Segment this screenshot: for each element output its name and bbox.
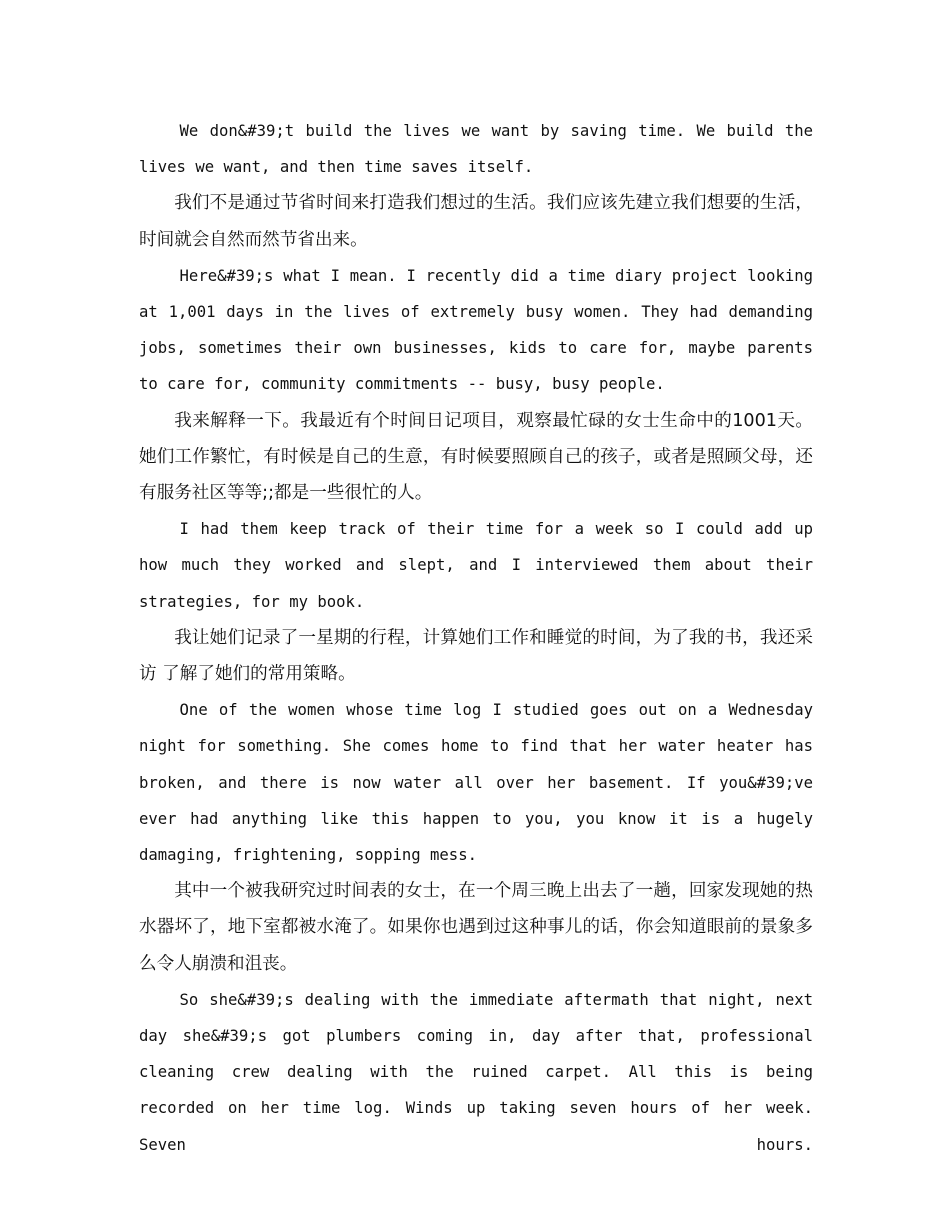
paragraph-en-5: So she&#39;s dealing with the immediate aftermath that night, next day she&#39;s got plumbers coming in, day after that, professional cleaning crew dealing with the ruined carpet. All this is being recorded on her time log. Winds up taking seven hours of her week. Seven hours. [139, 990, 813, 1154]
paragraph-zh-3: 我让她们记录了一星期的行程，计算她们工作和睡觉的时间，为了我的书，我还采访 了解了她们的常用策略。 [139, 627, 813, 685]
paragraph-en-1: We don&#39;t build the lives we want by saving time. We build the lives we want, and then time saves itself. [139, 122, 813, 177]
document-body [139, 113, 813, 1163]
paragraph-en-4: One of the women whose time log I studied goes out on a Wednesday night for something. She comes home to find that her water heater has broken, and there is now water all over her basement. If you&#39;ve ever had anything like this happen to you, you know it is a hugely damaging, frightening, sopping mess. [139, 701, 813, 865]
paragraph-zh-2: 我来解释一下。我最近有个时间日记项目，观察最忙碌的女士生命中的1001天。她们工作繁忙，有时候是自己的生意，有时候要照顾自己的孩子，或者是照顾父母，还有服务社区等等;;都是一些很忙的人。 [139, 410, 813, 504]
paragraph-en-2: Here&#39;s what I mean. I recently did a time diary project looking at 1,001 days in the lives of extremely busy women. They had demanding jobs, sometimes their own businesses, kids to care for, maybe parents to care for, community commitments -- busy, busy people. [139, 266, 813, 394]
paragraph-zh-4: 其中一个被我研究过时间表的女士，在一个周三晚上出去了一趟，回家发现她的热水器坏了，地下室都被水淹了。如果你也遇到过这种事儿的话，你会知道眼前的景象多么令人崩溃和沮丧。 [139, 881, 813, 974]
paragraph-zh-1: 我们不是通过节省时间来打造我们想过的生活。我们应该先建立我们想要的生活，时间就会自然而然节省出来。 [139, 193, 813, 250]
paragraph-en-3: I had them keep track of their time for a week so I could add up how much they worked and slept, and I interviewed them about their strategies, for my book. [139, 520, 813, 611]
